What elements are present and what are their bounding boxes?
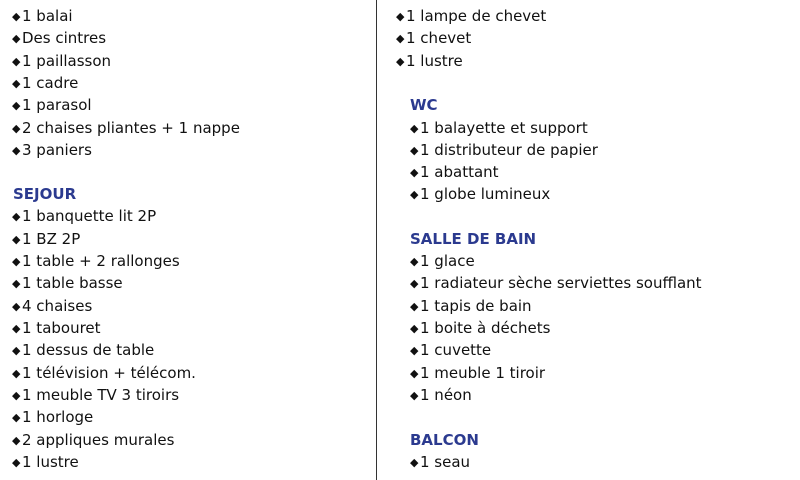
diamond-bullet-icon: ◆ [410,255,419,268]
list-item: ◆ 1 balai [12,5,73,27]
list-item: ◆ 1 seau [410,451,470,473]
list-item: ◆ 1 dessus de table [12,339,154,361]
list-item: ◆ 1 glace [410,250,475,272]
list-item: ◆ 1 distributeur de papier [410,139,598,161]
list-item: ◆ 1 paillasson [12,50,111,72]
diamond-bullet-icon: ◆ [410,277,419,290]
diamond-bullet-icon: ◆ [12,255,21,268]
list-item: ◆ 3 paniers [12,139,92,161]
section-heading-sejour: SEJOUR [13,185,77,203]
diamond-bullet-icon: ◆ [12,434,21,447]
list-item: ◆ 1 cadre [12,72,78,94]
list-item: ◆ 1 tapis de bain [410,295,532,317]
diamond-bullet-icon: ◆ [410,144,419,157]
diamond-bullet-icon: ◆ [12,10,21,23]
diamond-bullet-icon: ◆ [12,144,21,157]
diamond-bullet-icon: ◆ [12,367,21,380]
diamond-bullet-icon: ◆ [396,10,405,23]
list-item: ◆ 1 boite à déchets [410,317,550,339]
diamond-bullet-icon: ◆ [410,188,419,201]
list-item: ◆ 1 table basse [12,272,123,294]
diamond-bullet-icon: ◆ [12,322,21,335]
list-item: ◆ 4 chaises [12,295,92,317]
diamond-bullet-icon: ◆ [396,55,405,68]
list-item: ◆ 1 lampe de chevet [396,5,546,27]
diamond-bullet-icon: ◆ [12,99,21,112]
diamond-bullet-icon: ◆ [12,411,21,424]
list-item: ◆ 2 appliques murales [12,429,174,451]
diamond-bullet-icon: ◆ [410,166,419,179]
diamond-bullet-icon: ◆ [12,32,21,45]
diamond-bullet-icon: ◆ [410,344,419,357]
list-item: ◆ 2 chaises pliantes + 1 nappe [12,117,240,139]
list-item: ◆ 1 télévision + télécom. [12,362,196,384]
list-item: ◆ 1 meuble TV 3 tiroirs [12,384,179,406]
diamond-bullet-icon: ◆ [410,322,419,335]
list-item: ◆ 1 lustre [396,50,463,72]
list-item: ◆ 1 cuvette [410,339,491,361]
diamond-bullet-icon: ◆ [12,344,21,357]
list-item: ◆ 1 tabouret [12,317,101,339]
diamond-bullet-icon: ◆ [12,277,21,290]
list-item: ◆ 1 radiateur sèche serviettes soufflant [410,272,702,294]
diamond-bullet-icon: ◆ [396,32,405,45]
diamond-bullet-icon: ◆ [12,233,21,246]
list-item: ◆ 1 chevet [396,27,471,49]
diamond-bullet-icon: ◆ [12,389,21,402]
diamond-bullet-icon: ◆ [410,367,419,380]
list-item: ◆ 1 meuble 1 tiroir [410,362,545,384]
list-item: ◆ 1 table + 2 rallonges [12,250,180,272]
column-divider [376,0,377,480]
section-heading-salle-de-bain: SALLE DE BAIN [410,230,537,248]
diamond-bullet-icon: ◆ [12,456,21,469]
diamond-bullet-icon: ◆ [410,389,419,402]
diamond-bullet-icon: ◆ [12,300,21,313]
section-heading-wc: WC [410,96,438,114]
list-item: ◆ 1 globe lumineux [410,183,550,205]
list-item: ◆ 1 banquette lit 2P [12,205,156,227]
diamond-bullet-icon: ◆ [12,77,21,90]
list-item: ◆ 1 BZ 2P [12,228,80,250]
diamond-bullet-icon: ◆ [410,456,419,469]
diamond-bullet-icon: ◆ [12,210,21,223]
diamond-bullet-icon: ◆ [410,122,419,135]
list-item: ◆ 1 balayette et support [410,117,588,139]
list-item: ◆ Des cintres [12,27,106,49]
list-item: ◆ 1 horloge [12,406,93,428]
list-item: ◆ 1 néon [410,384,472,406]
section-heading-balcon: BALCON [410,431,479,449]
diamond-bullet-icon: ◆ [12,55,21,68]
diamond-bullet-icon: ◆ [12,122,21,135]
diamond-bullet-icon: ◆ [410,300,419,313]
list-item: ◆ 1 abattant [410,161,499,183]
list-item: ◆ 1 parasol [12,94,92,116]
list-item: ◆ 1 lustre [12,451,79,473]
